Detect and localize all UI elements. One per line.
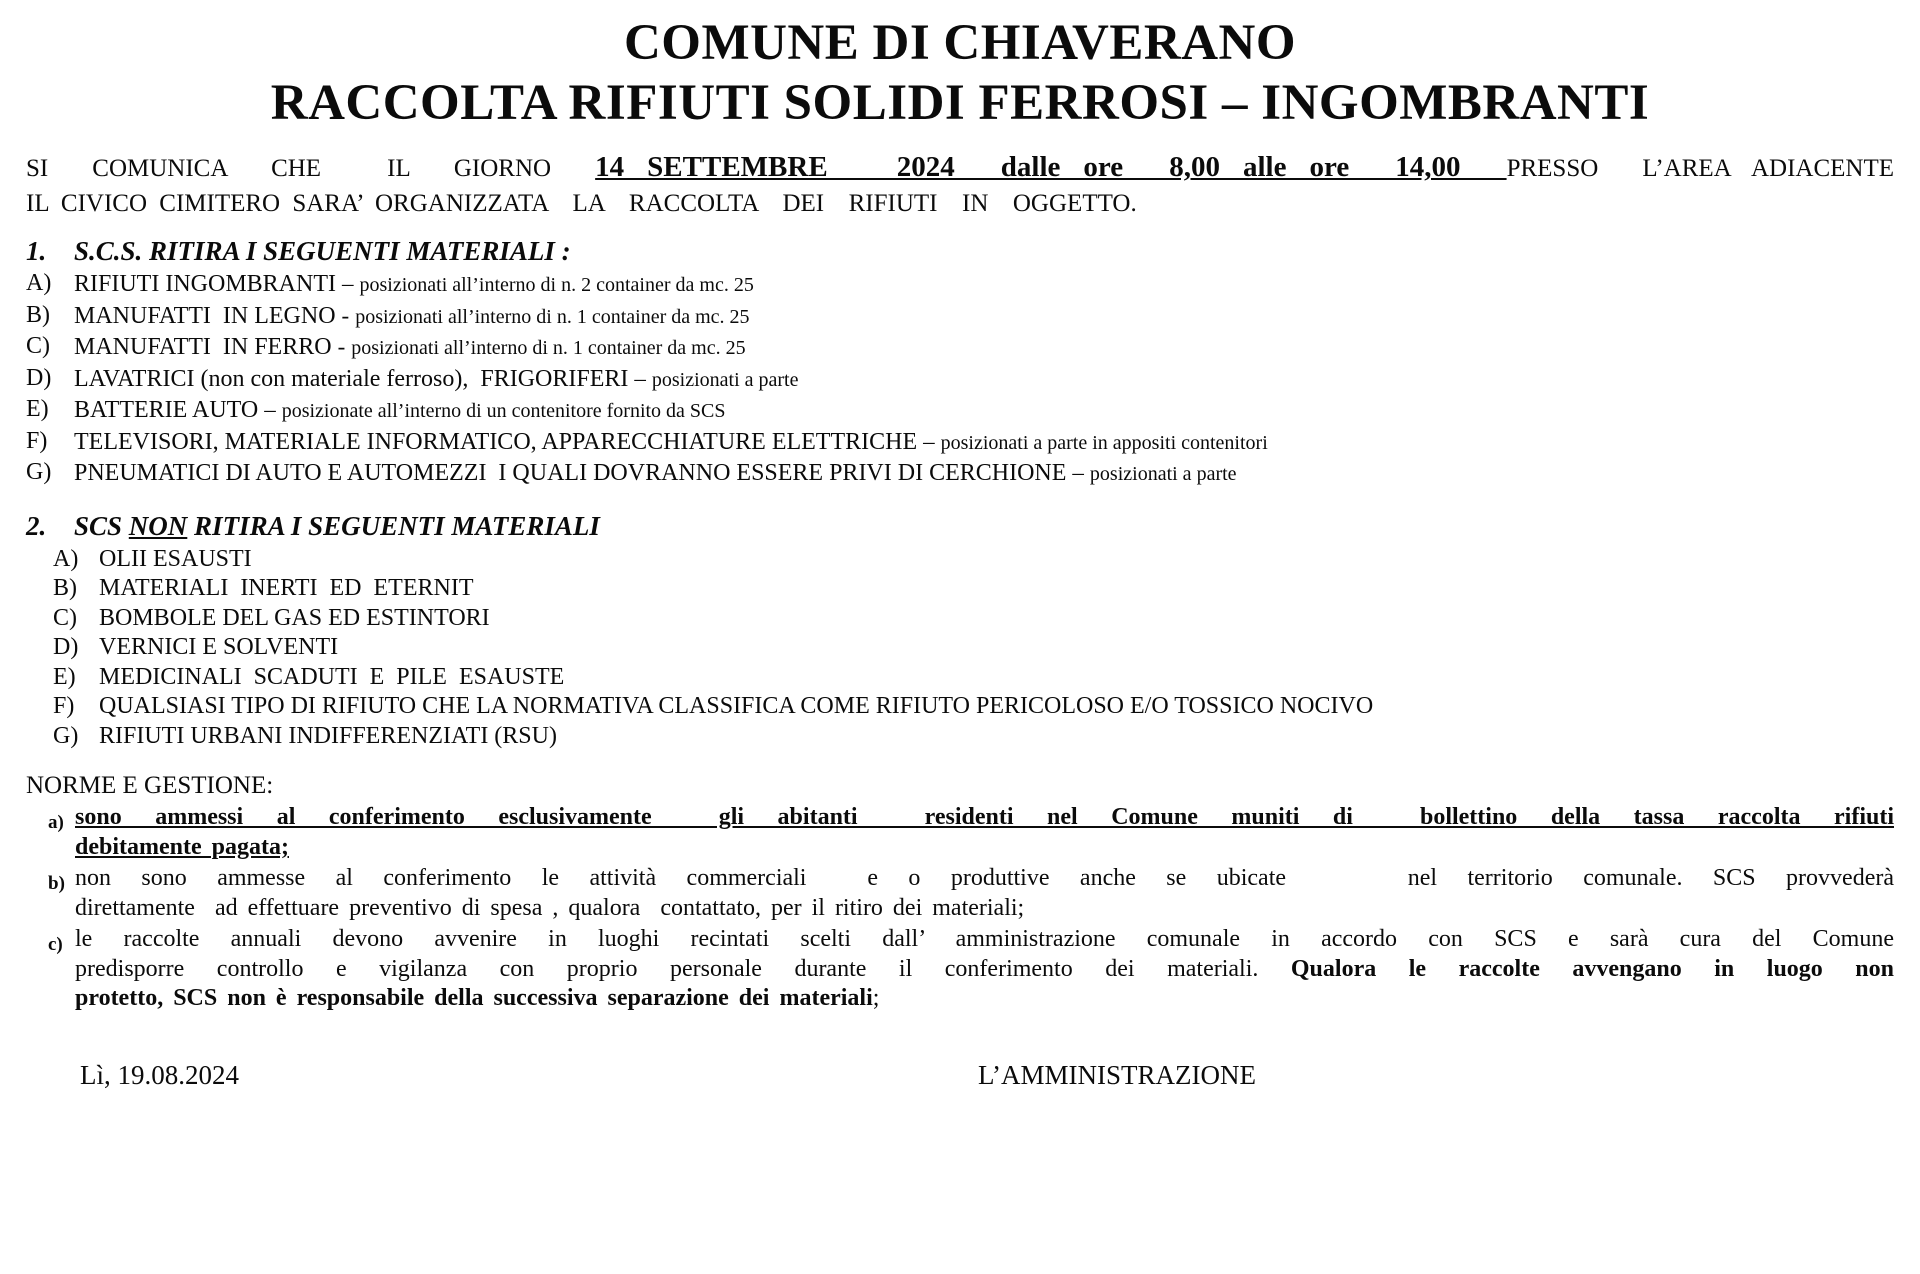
norme-item-b [26,864,1894,923]
item-letter: G) [53,722,79,749]
item-label: OLII ESAUSTI [99,545,252,572]
list-item [26,574,1894,604]
item-note: posizionati all’interno di n. 1 container da mc. 25 [355,305,750,328]
document-title-line2: RACCOLTA RIFIUTI SOLIDI FERROSI – INGOMBRANTI [270,74,1650,131]
item-letter: b) [48,873,65,895]
list-item [26,332,1894,364]
item-letter: A) [26,270,52,297]
item-label: VERNICI E SOLVENTI [99,634,339,661]
item-content [74,332,746,364]
item-content [74,395,726,427]
item-content [74,269,754,301]
section2-header [26,511,1894,542]
intro-line-1 [26,150,1894,186]
item-letter: B) [53,575,77,602]
item-note: posizionate all’interno di un contenitore fornito da SCS [281,400,726,423]
item-note: posizionati a parte in appositi contenitori [940,431,1268,454]
item-letter: B) [26,301,50,328]
section2-title-underlined: NON [128,510,188,541]
item-letter: G) [26,459,52,486]
section2-number: 2. [26,510,47,541]
footer-date: Lì, 19.08.2024 [80,1059,239,1090]
section1-number: 1. [26,236,47,267]
list-item [26,663,1894,693]
item-note: posizionati all’interno di n. 2 container da mc. 25 [359,274,754,297]
item-dash: – [264,397,276,423]
item-letter: a) [48,812,64,834]
norme-b-line2: direttamente ad effettuare preventivo di spesa , qualora contattato, per il ritiro dei materiali; [75,894,1025,921]
item-note: posizionati all’interno di n. 1 container da mc. 25 [351,337,746,360]
norme-b-line1: non sono ammesse al conferimento le attività commerciali e o produttive anche se ubicate nel territorio comunale. SCS provvederà [75,865,1894,892]
item-letter: E) [53,663,76,690]
document-footer [26,1060,1894,1091]
intro-paragraph [26,150,1894,221]
list-item [26,545,1894,575]
norme-a-line1 [75,803,1894,833]
list-item [26,364,1894,396]
item-dash: – [923,428,935,454]
item-letter: F) [26,427,48,454]
norme-c-line3-bold: protetto, SCS non è responsabile della successiva separazione dei materiali [75,985,873,1012]
item-note: posizionati a parte [651,368,799,391]
item-letter: D) [53,634,79,661]
item-label: TELEVISORI, MATERIALE INFORMATICO, APPARECCHIATURE ELETTRICHE [74,428,918,455]
item-body [75,864,1894,923]
list-item [26,604,1894,634]
item-dash: - [337,334,346,360]
section1-list [26,269,1894,490]
intro-text-pre: SI COMUNICA CHE IL GIORNO [26,155,596,183]
list-item [26,633,1894,663]
item-letter: C) [53,604,77,631]
item-label: MATERIALI INERTI ED ETERNIT [99,575,474,602]
item-label: QUALSIASI TIPO DI RIFIUTO CHE LA NORMATIVA CLASSIFICA COME RIFIUTO PERICOLOSO E/O TOSSICO NOCIVO [99,693,1374,720]
norme-c-line2-bold: Qualora le raccolte avvengano in luogo non [1290,955,1895,982]
list-item [26,458,1894,490]
norme-a-line2-text: debitamente pagata; [75,833,289,860]
item-dash: - [341,302,350,328]
item-label: MEDICINALI SCADUTI E PILE ESAUSTE [99,663,565,690]
norme-section [26,770,1894,1014]
section2-title-post: RITIRA I SEGUENTI MATERIALI [187,510,600,541]
norme-c-line2 [75,955,1894,985]
intro-text-post: PRESSO L’AREA ADIACENTE [1506,155,1894,183]
item-label: MANUFATTI IN FERRO [74,334,332,361]
item-content [74,458,1237,490]
item-dash: – [1072,460,1084,486]
item-label: BOMBOLE DEL GAS ED ESTINTORI [99,604,490,631]
item-letter: F) [53,693,75,720]
norme-c-line2-regular: predisporre controllo e vigilanza con proprio personale durante il conferimento dei materiali. [75,955,1291,982]
list-item [26,395,1894,427]
section1-header [26,236,1894,267]
list-item [26,692,1894,722]
norme-a-line2 [75,833,1894,863]
item-label: BATTERIE AUTO [74,397,259,424]
document-title-line1: COMUNE DI CHIAVERANO [623,15,1297,71]
section2-title [74,511,600,542]
list-item [26,269,1894,301]
item-letter: A) [53,545,79,572]
item-letter: D) [26,364,52,391]
section1-title: S.C.S. RITIRA I SEGUENTI MATERIALI : [74,236,571,267]
item-content [74,427,1268,459]
item-letter: E) [26,396,49,423]
item-label: LAVATRICI (non con materiale ferroso), FRIGORIFERI [74,365,629,392]
intro-line-2: IL CIVICO CIMITERO SARA’ ORGANIZZATA LA RACCOLTA DEI RIFIUTI IN OGGETTO. [26,190,1137,218]
item-label: MANUFATTI IN LEGNO [74,302,336,329]
footer-signature: L’AMMINISTRAZIONE [978,1059,1256,1090]
intro-date-time-highlight: 14 SETTEMBRE 2024 dalle ore 8,00 alle ore 14,00 [595,151,1507,184]
item-letter: c) [48,934,63,956]
section2-list [26,545,1894,752]
norme-item-c [26,925,1894,1014]
list-item [26,301,1894,333]
item-note: posizionati a parte [1089,463,1237,486]
item-body [75,803,1894,862]
section2-title-pre: SCS [74,510,129,541]
norme-a-line1-text: sono ammessi al conferimento esclusivamente gli abitanti residenti nel Comune muniti di bollettino della tassa raccolta rifiuti [75,804,1894,831]
item-content [74,364,799,396]
norme-item-a [26,803,1894,862]
item-letter: C) [26,333,50,360]
norme-c-line3 [75,984,1894,1014]
item-label: RIFIUTI INGOMBRANTI [74,271,336,298]
norme-heading: NORME E GESTIONE: [26,772,274,800]
item-content [74,301,750,333]
item-label: PNEUMATICI DI AUTO E AUTOMEZZI I QUALI DOVRANNO ESSERE PRIVI DI CERCHIONE [74,460,1067,487]
item-dash: – [634,365,646,391]
norme-c-line3-tail: ; [872,985,880,1012]
norme-c-line1: le raccolte annuali devono avvenire in luoghi recintati scelti dall’ amministrazione comunale in accordo con SCS e sarà cura del Comune [75,926,1894,953]
list-item [26,427,1894,459]
item-body [75,925,1894,1014]
list-item [26,722,1894,752]
item-dash: – [341,271,354,297]
item-label: RIFIUTI URBANI INDIFFERENZIATI (RSU) [99,722,557,749]
